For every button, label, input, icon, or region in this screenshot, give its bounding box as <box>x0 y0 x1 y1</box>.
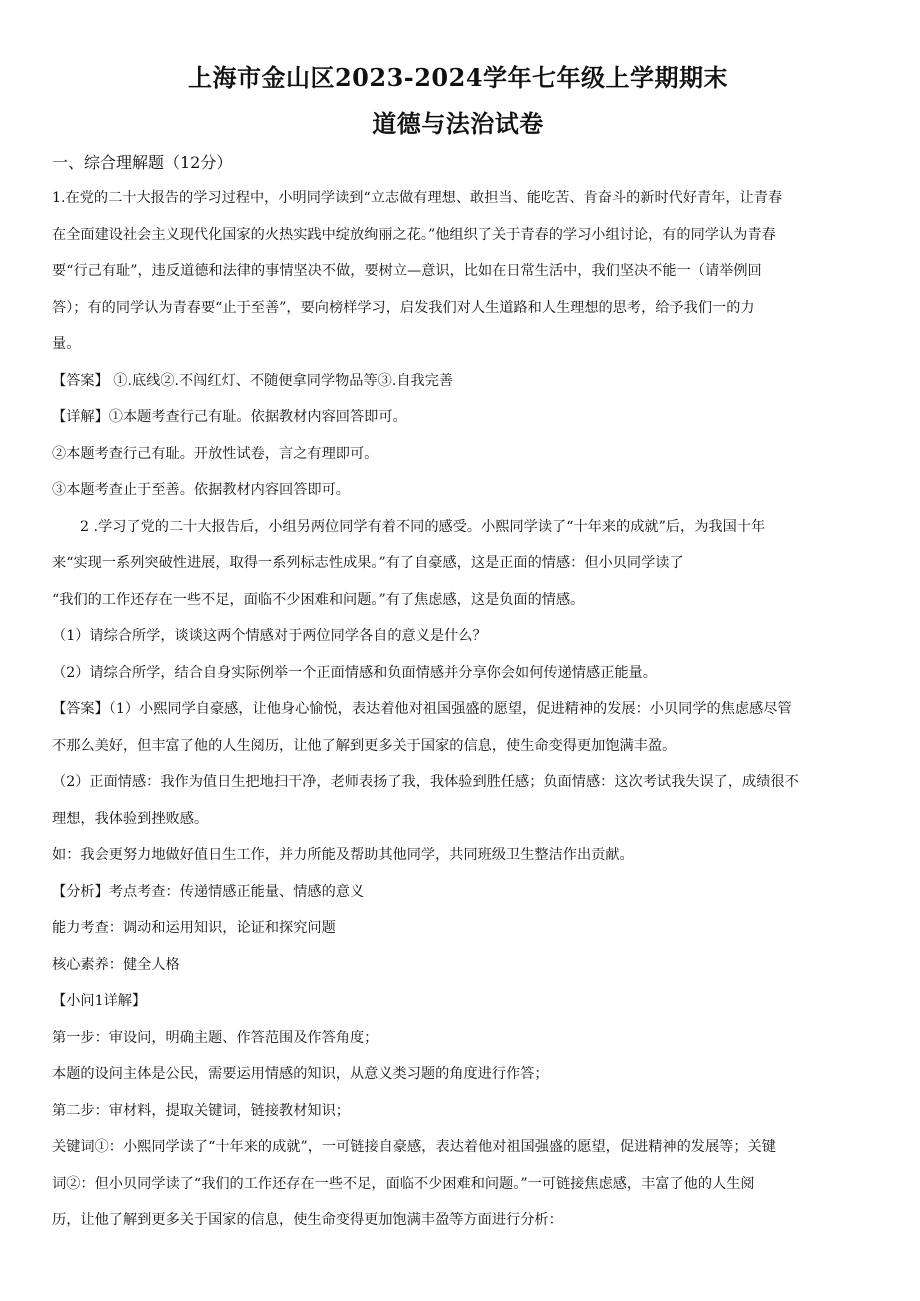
question-2-step-1: 第一步：审设问，明确主题、作答范围及作答角度； <box>52 1029 379 1046</box>
question-2-analysis-line: 能力考查：调动和运用知识，论证和探究问题 <box>52 920 336 936</box>
question-2-stem-line: 来“实现一系列突破性进展，取得一系列标志性成果。”有了自豪感，这是正面的情感：但小贝同学读了 <box>52 555 684 571</box>
question-2-answer-line: 如：我会更努力地做好值日生工作，并力所能及帮助其他同学，共同班级卫生整洁作出贡献。 <box>52 847 634 863</box>
question-2-answer-line: 理想，我体验到挫败感。 <box>52 810 209 827</box>
question-2-step-1-description: 本题的设问主体是公民，需要运用情感的知识，从意义类习题的角度进行作答； <box>52 1066 549 1082</box>
question-1-answer: 【答案】 ①.底线②.不闯红灯、不随便拿同学物品等③.自我完善 <box>52 372 454 389</box>
question-2-subquestion-2: （2）请综合所学，结合自身实际例举一个正面情感和负面情感并分享你会如何传递情感正能量。 <box>52 664 657 681</box>
question-2 <box>52 509 864 1239</box>
question-1-stem-line: 答）；有的同学认为青春要“止于至善”，要向榜样学习，启发我们对人生道路和人生理想的思考，给予我们一的力 <box>52 299 755 316</box>
question-2-subquestion-1: （1）请综合所学，谈谈这两个情感对于两位同学各自的意义是什么？ <box>52 628 487 644</box>
question-1-detail-line: 【详解】①本题考查行己有耻。依据教材内容回答即可。 <box>52 409 407 425</box>
question-1-detail-line: ③本题考查止于至善。依据教材内容回答即可。 <box>52 482 350 498</box>
question-2-analysis-line: 核心素养：健全人格 <box>52 956 180 973</box>
question-2-sub-detail-heading: 【小问1详解】 <box>52 993 147 1009</box>
question-1-stem-line: 在全面建设社会主义现代化国家的火热实践中绽放绚丽之花。”他组织了关于青春的学习小组讨论，有的同学认为青春 <box>52 226 776 243</box>
question-2-keyword-line: 词②：但小贝同学读了“我们的工作还存在一些不足，面临不少困难和问题。”一可链接焦虑感，丰富了他的人生阅 <box>52 1175 755 1192</box>
question-1-stem-line: 要“行己有耻”，违反道德和法律的事情坚决不做，要树立—意识，比如在日常生活中，我们坚决不能一（请举例回 <box>52 263 762 279</box>
question-2-stem-line: “我们的工作还存在一些不足，面临不少困难和问题。”有了焦虑感，这是负面的情感。 <box>52 591 585 608</box>
question-1-stem-line: 1.在党的二十大报告的学习过程中，小明同学读到“立志做有理想、敢担当、能吃苦、肯奋斗的新时代好青年，让青春 <box>52 190 783 206</box>
question-1-stem-line: 量。 <box>52 336 81 352</box>
question-1 <box>52 180 864 509</box>
question-2-answer-line: 不那么美好，但丰富了他的人生阅历，让他了解到更多关于国家的信息，使生命变得更加饱满丰盈。 <box>52 737 677 754</box>
question-2-step-2: 第二步：审材料，提取关键词，链接教材知识； <box>52 1102 350 1119</box>
question-2-keyword-line: 关键词①：小熙同学读了“十年来的成就”，一可链接自豪感，表达着他对祖国强盛的愿望，促进精神的发展等；关键 <box>52 1139 776 1155</box>
document-title: 上海市金山区2023-2024学年七年级上学期期末 <box>187 63 729 92</box>
question-2-answer-line: （2）正面情感：我作为值日生把地扫干净，老师表扬了我，我体验到胜任感；负面情感：这次考试我失误了，成绩很不 <box>52 774 799 790</box>
question-2-answer-line: 【答案】（1）小熙同学自豪感，让他身心愉悦，表达着他对祖国强盛的愿望，促进精神的发展：小贝同学的焦虑感尽管 <box>52 701 792 717</box>
section-heading: 一、综合理解题（12分） <box>52 153 233 172</box>
question-2-keyword-line: 历，让他了解到更多关于国家的信息，使生命变得更加饱满丰盈等方面进行分析： <box>52 1212 563 1228</box>
question-2-analysis-line: 【分析】考点考查：传递情感正能量、情感的意义 <box>52 883 365 900</box>
question-2-stem-line: 2 .学习了党的二十大报告后，小组另两位同学有着不同的感受。小熙同学读了“十年来的成就”后，为我国十年 <box>80 518 766 535</box>
document-subtitle: 道德与法治试卷 <box>372 109 544 138</box>
question-1-detail-line: ②本题考查行己有耻。开放性试卷，言之有理即可。 <box>52 445 379 462</box>
